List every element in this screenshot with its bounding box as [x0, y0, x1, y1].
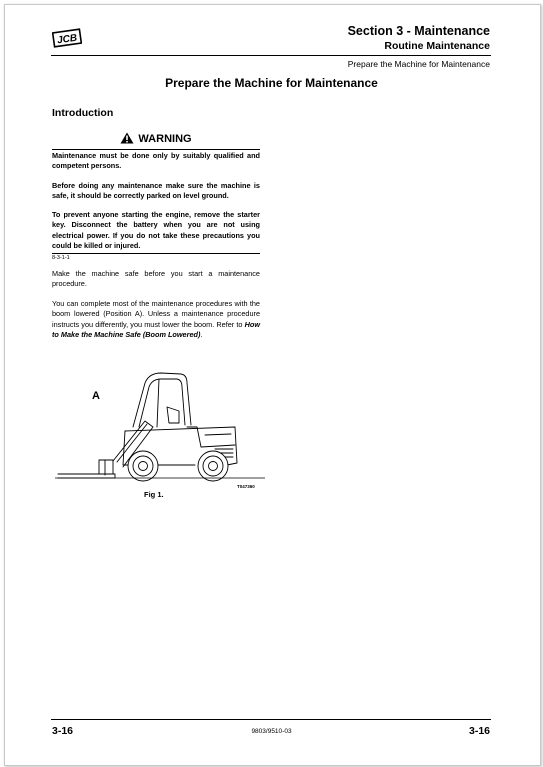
warning-reference: 8-3-1-1: [52, 255, 70, 261]
warning-heading: [52, 132, 260, 145]
svg-text:JCB: JCB: [56, 32, 78, 47]
page-number-right: 3-16: [468, 725, 490, 737]
section-title: Section 3 - Maintenance: [347, 24, 490, 38]
document-number: 9803/9510-03: [251, 728, 292, 735]
body-paragraph-2-text: You can complete most of the maintenance procedures with the boom lowered (Position A). Unless a maintenance procedure instructs you differently, you must lower the boom. Refer to: [52, 299, 260, 329]
warning-label: WARNING: [138, 133, 192, 145]
warning-rule-bottom: [52, 253, 260, 254]
cross-reference-link[interactable]: How to Make the Machine Safe (Boom Lowered): [52, 319, 260, 339]
body-paragraph-2: [52, 299, 260, 340]
warning-rule-top: [52, 149, 260, 150]
page-title: Prepare the Machine for Maintenance: [165, 76, 378, 90]
warning-paragraph-1: Maintenance must be done only by suitably qualified and competent persons.: [52, 151, 260, 171]
warning-triangle-icon: [120, 132, 134, 144]
intro-heading: Introduction: [52, 107, 114, 119]
figure-code: T047360: [237, 484, 255, 489]
warning-paragraph-2: Before doing any maintenance make sure the machine is safe, it should be correctly parked on level ground.: [52, 181, 260, 201]
telehandler-illustration: [55, 365, 265, 485]
jcb-logo: [52, 28, 82, 48]
body-paragraph-1: Make the machine safe before you start a maintenance procedure.: [52, 269, 260, 289]
header-rule: [51, 55, 491, 56]
section-subtitle: Routine Maintenance: [384, 40, 490, 52]
warning-paragraph-3: To prevent anyone starting the engine, remove the starter key. Disconnect the battery when you are not using electrical power. If you do not take these precautions you could be killed or injured.: [52, 210, 260, 250]
figure-position-label: A: [92, 390, 100, 402]
body-paragraph-2-end: .: [200, 329, 203, 339]
section-topic: Prepare the Machine for Maintenance: [347, 59, 490, 69]
page-number-left: 3-16: [52, 725, 74, 737]
figure-caption: Fig 1.: [144, 490, 164, 499]
footer-rule: [51, 719, 491, 720]
